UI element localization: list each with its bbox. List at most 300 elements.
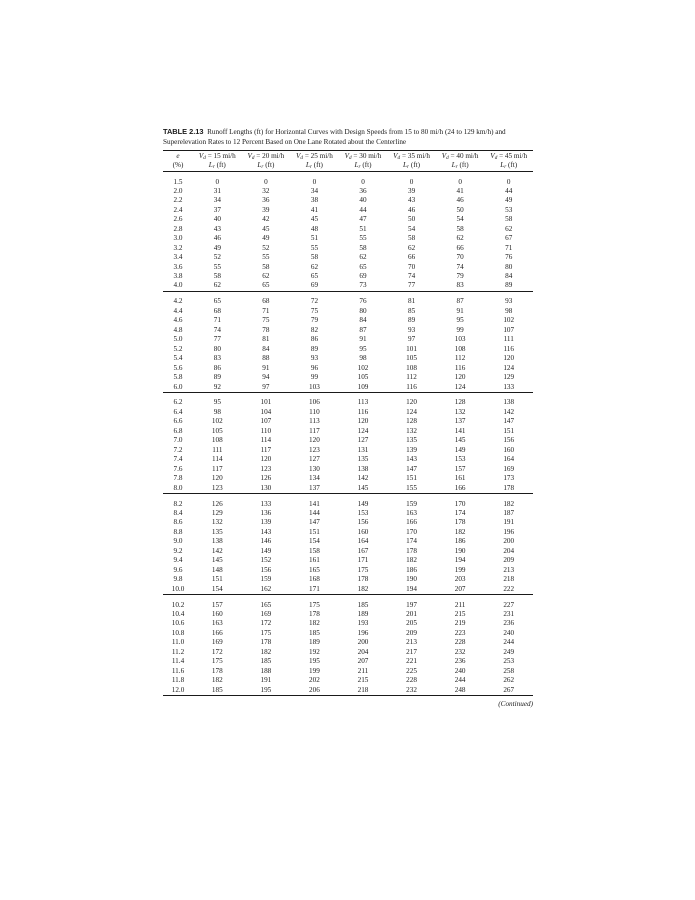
runoff-length-cell: 215 [454,609,466,618]
runoff-length-cell: 206 [309,685,320,694]
runoff-length-cell: 178 [260,638,272,647]
runoff-length-cell: 74 [407,272,416,281]
runoff-length-cell: 209 [406,628,417,637]
runoff-length-cell: 153 [454,455,466,464]
runoff-length-cell: 185 [357,600,369,609]
runoff-length-cell: 175 [260,628,272,637]
runoff-length-cell: 160 [503,445,515,454]
runoff-length-cell: 151 [406,474,417,483]
header-cell-unit-3: $L_r$ (ft) [305,160,323,170]
runoff-length-cell: 143 [260,527,272,536]
header-cell-top-5: $V_d = 35$ mi/h [393,152,430,162]
superelevation-cell: 3.8 [173,272,183,281]
table-row [163,272,533,281]
runoff-length-cell: 145 [454,436,466,445]
runoff-length-cell: 44 [505,186,513,195]
runoff-length-cell: 158 [309,546,320,555]
runoff-length-cell: 190 [454,546,466,555]
runoff-length-cell: 188 [260,666,272,675]
runoff-length-cell: 113 [309,417,320,426]
runoff-length-cell: 58 [359,243,367,252]
table-row [163,196,533,205]
runoff-length-cell: 185 [211,685,223,694]
table-row [163,575,533,584]
runoff-length-cell: 120 [260,455,272,464]
runoff-length-cell: 39 [262,205,270,214]
runoff-length-cell: 50 [407,215,416,224]
runoff-length-cell: 65 [213,297,221,306]
table-row [163,345,533,354]
runoff-length-cell: 82 [310,325,319,334]
table-row [163,537,533,546]
runoff-length-cell: 244 [454,676,466,685]
runoff-length-cell: 120 [309,436,320,445]
runoff-length-cell: 128 [406,417,417,426]
runoff-length-cell: 47 [359,215,367,224]
runoff-length-cell: 93 [310,354,319,363]
runoff-length-cell: 160 [211,609,223,618]
table-row [163,518,533,527]
runoff-length-cell: 120 [503,354,515,363]
table-row [163,436,533,445]
runoff-length-cell: 207 [454,584,466,593]
superelevation-cell: 7.2 [173,445,183,454]
runoff-length-cell: 120 [357,417,369,426]
runoff-length-cell: 84 [262,344,270,353]
runoff-length-cell: 116 [503,344,514,353]
header-cell-top-2: $V_d = 20$ mi/h [247,152,285,162]
superelevation-cell: 2.4 [173,205,183,214]
runoff-length-cell: 106 [309,398,320,407]
runoff-length-cell: 92 [213,382,221,391]
runoff-length-cell: 178 [406,546,417,555]
runoff-length-cell: 74 [213,325,221,334]
header-cell-unit-7: $L_r$ (ft) [500,160,518,170]
runoff-length-cell: 109 [357,382,369,391]
runoff-length-cell: 95 [456,316,464,325]
runoff-length-cell: 51 [359,224,367,233]
runoff-length-cell: 62 [262,272,270,281]
runoff-length-cell: 149 [454,445,466,454]
runoff-length-cell: 159 [406,499,417,508]
runoff-length-cell: 201 [406,609,417,618]
runoff-length-cell: 76 [505,253,513,262]
table-row [163,601,533,610]
runoff-length-cell: 147 [503,417,515,426]
runoff-length-cell: 139 [260,518,272,527]
runoff-length-cell: 71 [262,306,270,315]
superelevation-cell: 1.5 [173,177,183,186]
runoff-length-cell: 58 [505,215,513,224]
runoff-length-cell: 213 [406,638,417,647]
runoff-length-cell: 0 [409,177,414,186]
table-row [163,281,533,291]
runoff-length-cell: 146 [260,537,272,546]
runoff-length-cell: 103 [454,335,466,344]
runoff-length-cell: 91 [456,306,464,315]
runoff-length-cell: 195 [260,685,272,694]
runoff-length-cell: 145 [211,556,223,565]
superelevation-cell: 2.2 [173,196,183,205]
runoff-length-cell: 98 [505,306,513,315]
runoff-length-cell: 232 [454,647,466,656]
runoff-length-cell: 253 [503,657,515,666]
runoff-length-cell: 219 [454,619,466,628]
table-row [163,667,533,676]
runoff-length-cell: 114 [260,436,272,445]
runoff-length-cell: 75 [310,306,319,315]
superelevation-cell: 3.6 [173,262,183,271]
header-cell-unit-5: $L_r$ (ft) [403,160,421,170]
runoff-length-cell: 154 [309,537,320,546]
runoff-length-cell: 175 [309,600,320,609]
header-cell-top-6: $V_d = 40$ mi/h [441,152,479,162]
runoff-length-cell: 108 [406,363,417,372]
runoff-length-cell: 190 [406,575,417,584]
runoff-length-cell: 196 [357,628,369,637]
runoff-length-cell: 89 [407,316,416,325]
superelevation-cell: 9.6 [173,565,183,574]
runoff-length-cell: 54 [456,215,464,224]
runoff-length-cell: 166 [454,483,466,492]
table-row [163,484,533,494]
runoff-length-cell: 218 [503,575,515,584]
runoff-length-cell: 52 [213,253,221,262]
runoff-length-cell: 211 [357,666,369,675]
runoff-length-cell: 141 [309,499,320,508]
table-block [163,127,533,708]
runoff-length-cell: 117 [309,426,320,435]
runoff-length-cell: 171 [309,584,320,593]
runoff-length-cell: 69 [310,281,319,290]
table-caption [163,127,533,147]
runoff-length-cell: 53 [505,205,513,214]
runoff-length-cell: 138 [503,398,515,407]
runoff-length-cell: 191 [503,518,515,527]
superelevation-cell: 11.4 [171,657,185,666]
runoff-length-cell: 124 [357,426,369,435]
runoff-length-cell: 97 [262,382,270,391]
runoff-length-cell: 161 [309,556,320,565]
runoff-length-cell: 169 [260,609,272,618]
runoff-length-cell: 130 [309,464,320,473]
runoff-length-cell: 45 [262,224,270,233]
runoff-length-cell: 133 [503,382,515,391]
superelevation-cell: 11.6 [171,666,185,675]
runoff-length-cell: 124 [406,407,417,416]
runoff-length-cell: 85 [407,306,416,315]
runoff-length-cell: 186 [406,565,417,574]
header-cell-unit-0: (%) [172,160,184,169]
runoff-length-cell: 65 [262,281,270,290]
runoff-length-cell: 43 [407,196,416,205]
runoff-length-cell: 98 [359,354,367,363]
table-row [163,234,533,243]
table-caption-text: Runoff Lengths (ft) for Horizontal Curves with Design Speeds from 15 to 80 mi/h (24 to 129 km/h) and Superelevation Rates to 12 Percent Based on One Lane Rotated about the Centerline [163,128,506,146]
superelevation-cell: 6.2 [173,398,183,407]
runoff-length-cell: 132 [454,407,466,416]
runoff-length-cell: 87 [456,297,464,306]
runoff-length-cell: 127 [309,455,320,464]
superelevation-cell: 11.8 [171,676,185,685]
runoff-length-cell: 44 [359,205,367,214]
runoff-length-cell: 221 [406,657,417,666]
table-row [163,206,533,215]
runoff-length-cell: 156 [260,565,272,574]
runoff-length-cell: 172 [260,619,272,628]
runoff-length-cell: 48 [310,224,319,233]
runoff-length-cell: 41 [456,186,464,195]
runoff-length-cell: 102 [211,417,223,426]
runoff-length-cell: 170 [454,499,466,508]
runoff-length-cell: 192 [309,647,320,656]
runoff-length-cell: 178 [309,609,320,618]
header-cell-top-1: $V_d = 15$ mi/h [198,152,236,162]
table-row [163,354,533,363]
runoff-length-cell: 204 [503,546,515,555]
runoff-length-cell: 162 [260,584,272,593]
runoff-length-cell: 178 [454,518,466,527]
table-row [163,417,533,426]
runoff-length-cell: 58 [456,224,464,233]
runoff-length-cell: 101 [260,398,272,407]
runoff-length-cell: 138 [211,537,223,546]
runoff-length-cell: 200 [503,537,515,546]
runoff-length-cell: 142 [211,546,223,555]
superelevation-cell: 11.2 [171,647,185,656]
header-cell-top-4: $V_d = 30$ mi/h [344,152,382,162]
runoff-length-cell: 111 [212,445,223,454]
table-row [163,619,533,628]
runoff-length-cell: 160 [357,527,369,536]
runoff-length-cell: 97 [407,335,416,344]
runoff-length-cell: 71 [213,316,221,325]
runoff-length-cell: 105 [211,426,223,435]
runoff-length-cell: 116 [406,382,417,391]
runoff-length-cell: 166 [406,518,417,527]
runoff-length-cell: 132 [406,426,417,435]
runoff-length-cell: 96 [310,363,319,372]
runoff-length-cell: 189 [309,638,320,647]
runoff-length-cell: 149 [357,499,369,508]
superelevation-cell: 7.8 [173,474,183,483]
runoff-length-cell: 157 [211,600,223,609]
superelevation-cell: 3.0 [173,234,183,243]
runoff-length-cell: 129 [503,373,515,382]
runoff-length-cell: 69 [359,272,367,281]
table-row [163,215,533,224]
runoff-length-cell: 171 [357,556,369,565]
runoff-length-cell: 156 [357,518,369,527]
runoff-length-cell: 163 [406,508,417,517]
runoff-length-cell: 182 [260,647,272,656]
superelevation-cell: 2.0 [173,186,183,195]
runoff-length-cell: 130 [260,483,272,492]
runoff-length-cell: 46 [407,205,416,214]
runoff-length-cell: 84 [505,272,513,281]
table-row [163,509,533,518]
runoff-length-cell: 46 [213,234,221,243]
runoff-length-cell: 66 [407,253,416,262]
runoff-length-cell: 134 [309,474,320,483]
runoff-length-cell: 41 [310,205,319,214]
table-row [163,686,533,695]
table-row [163,556,533,565]
runoff-length-cell: 84 [359,316,367,325]
table-row [163,373,533,382]
runoff-length-cell: 62 [407,243,416,252]
runoff-length-cell: 77 [407,281,416,290]
runoff-length-cell: 116 [357,407,369,416]
runoff-length-cell: 178 [357,575,369,584]
runoff-length-cell: 73 [359,281,367,290]
superelevation-cell: 5.0 [173,335,183,344]
runoff-length-cell: 117 [212,464,223,473]
runoff-length-cell: 95 [213,398,221,407]
runoff-length-cell: 91 [359,335,367,344]
runoff-length-cell: 182 [406,556,417,565]
runoff-length-cell: 258 [503,666,515,675]
runoff-length-cell: 62 [505,224,513,233]
runoff-length-cell: 168 [309,575,320,584]
table-row [163,408,533,417]
runoff-length-cell: 124 [454,382,466,391]
runoff-length-cell: 76 [359,297,367,306]
runoff-length-cell: 135 [406,436,417,445]
runoff-length-cell: 81 [407,297,416,306]
runoff-length-cell: 163 [211,619,223,628]
table-row [163,335,533,344]
runoff-length-cell: 138 [357,464,369,473]
continued-note: (Continued) [498,700,533,709]
table-row [163,364,533,373]
runoff-length-cell: 51 [310,234,319,243]
header-cell-top-3: $V_d = 25$ mi/h [296,152,333,162]
runoff-length-cell: 62 [359,253,367,262]
superelevation-cell: 9.2 [173,546,183,555]
runoff-length-cell: 182 [503,499,515,508]
runoff-length-cell: 55 [310,243,319,252]
runoff-length-cell: 88 [262,354,270,363]
runoff-length-cell: 165 [309,565,320,574]
runoff-length-cell: 137 [454,417,466,426]
superelevation-cell: 10.6 [171,619,185,628]
runoff-length-cell: 65 [310,272,319,281]
runoff-length-cell: 262 [503,676,515,685]
runoff-length-cell: 79 [456,272,464,281]
runoff-length-cell: 199 [454,565,466,574]
runoff-length-cell: 49 [505,196,513,205]
runoff-length-cell: 105 [357,373,369,382]
runoff-length-cell: 223 [454,628,466,637]
runoff-length-cell: 111 [503,335,514,344]
runoff-length-cell: 105 [406,354,417,363]
runoff-length-cell: 74 [456,262,464,271]
superelevation-cell: 5.8 [173,373,183,382]
runoff-length-cell: 126 [260,474,272,483]
runoff-length-cell: 144 [309,508,320,517]
superelevation-cell: 7.6 [173,464,183,473]
runoff-length-cell: 139 [406,445,417,454]
runoff-length-cell: 89 [213,373,221,382]
runoff-length-cell: 236 [454,657,466,666]
runoff-table [163,151,533,695]
runoff-length-cell: 174 [454,508,466,517]
table-row [163,657,533,666]
superelevation-cell: 8.2 [173,499,183,508]
runoff-length-cell: 36 [359,186,367,195]
runoff-length-cell: 110 [260,426,272,435]
table-row [163,316,533,325]
runoff-length-cell: 182 [309,619,320,628]
runoff-length-cell: 142 [503,407,515,416]
runoff-length-cell: 155 [406,483,417,492]
superelevation-cell: 2.8 [173,224,183,233]
table-label: TABLE 2.13 [163,127,204,136]
runoff-length-cell: 135 [357,455,369,464]
runoff-length-cell: 93 [407,325,416,334]
runoff-length-cell: 205 [406,619,417,628]
runoff-length-cell: 103 [309,382,320,391]
runoff-length-cell: 175 [357,565,369,574]
superelevation-cell: 5.6 [173,363,183,372]
table-row [163,307,533,316]
superelevation-cell: 10.4 [171,609,185,618]
runoff-length-cell: 58 [213,272,221,281]
runoff-length-cell: 151 [309,527,320,536]
runoff-length-cell: 58 [407,234,416,243]
runoff-length-cell: 0 [264,177,268,186]
runoff-length-cell: 164 [357,537,369,546]
runoff-length-cell: 143 [406,455,417,464]
runoff-length-cell: 72 [310,297,319,306]
runoff-length-cell: 227 [503,600,515,609]
superelevation-cell: 9.4 [173,556,183,565]
runoff-length-cell: 213 [503,565,515,574]
runoff-length-cell: 110 [309,407,320,416]
runoff-length-cell: 112 [406,373,417,382]
runoff-length-cell: 169 [211,638,223,647]
runoff-length-cell: 80 [213,344,221,353]
runoff-length-cell: 98 [213,407,221,416]
runoff-length-cell: 152 [260,556,272,565]
table-row [163,528,533,537]
runoff-length-cell: 114 [212,455,223,464]
table-row [163,398,533,407]
runoff-length-cell: 148 [211,565,223,574]
runoff-length-cell: 156 [503,436,515,445]
runoff-length-cell: 244 [503,638,515,647]
runoff-length-cell: 34 [310,186,319,195]
superelevation-cell: 6.4 [173,407,183,416]
table-row [163,676,533,685]
superelevation-cell: 8.0 [173,483,183,492]
superelevation-cell: 6.6 [173,417,183,426]
runoff-length-cell: 194 [406,584,417,593]
runoff-length-cell: 165 [260,600,272,609]
runoff-length-cell: 36 [262,196,270,205]
runoff-length-cell: 77 [213,335,221,344]
runoff-length-cell: 149 [260,546,272,555]
runoff-length-cell: 37 [213,205,221,214]
runoff-length-cell: 217 [406,647,417,656]
runoff-length-cell: 189 [357,609,369,618]
table-row [163,566,533,575]
runoff-length-cell: 81 [262,335,270,344]
runoff-length-cell: 45 [310,215,319,224]
runoff-length-cell: 120 [406,398,417,407]
runoff-length-cell: 108 [211,436,223,445]
